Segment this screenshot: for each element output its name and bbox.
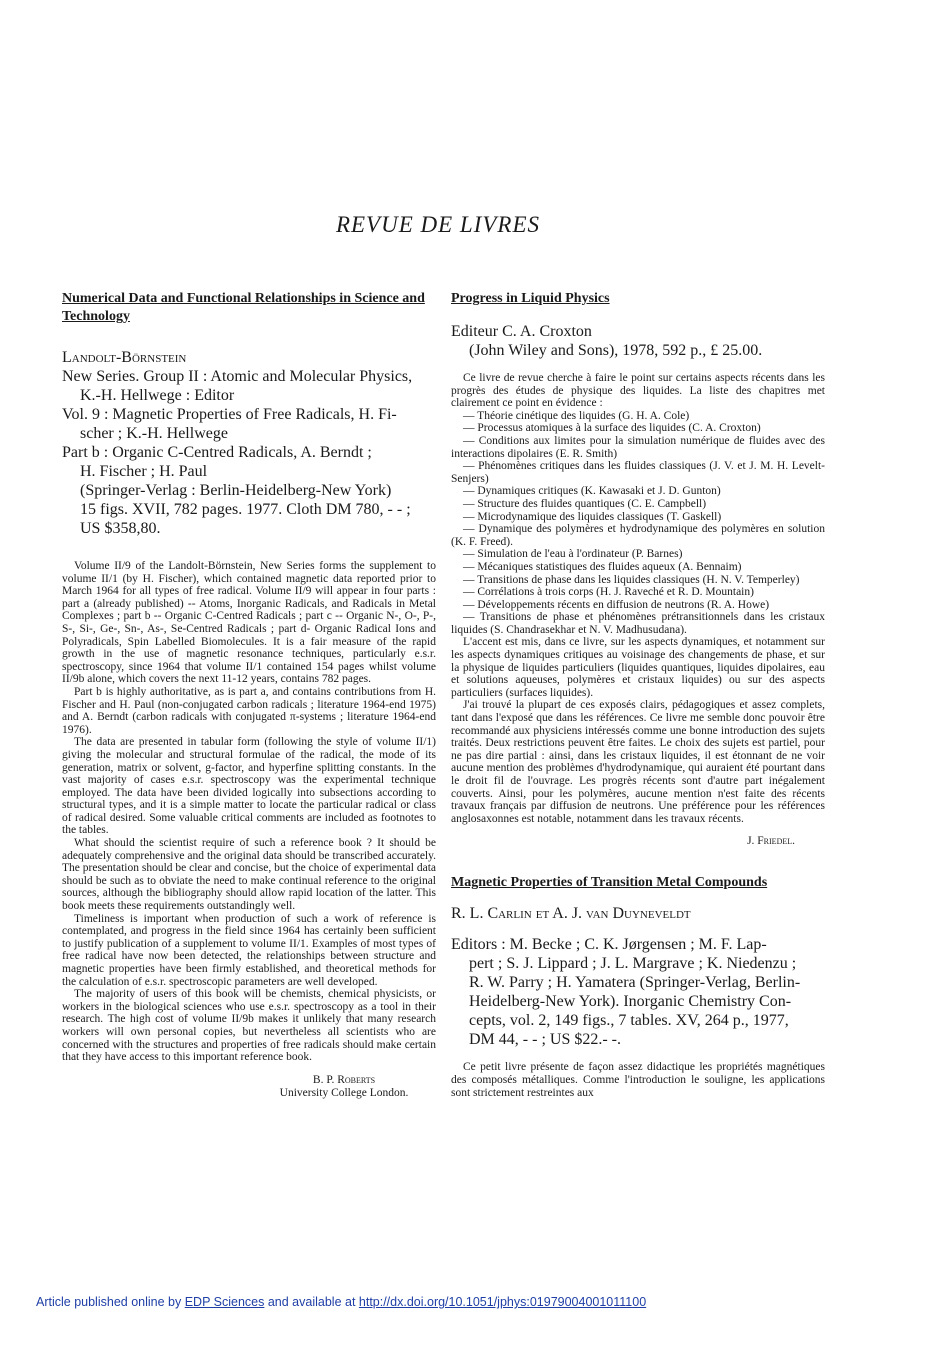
footer-middle: and available at	[264, 1295, 359, 1309]
review-paragraph: What should the scientist require of such a reference book ? It should be adequately comprehensive and the original data should be transcribed accurately. The presentation should be clear and concise, but the choice of experimental data should be such as to obviate the need to make continual reference to the original sources, although the bibliography should allow rapid location of the latter. This book meets these requirements outstandingly well.	[62, 837, 436, 913]
chapter-item: — Mécaniques statistiques des fluides aqueux (A. Bennaim)	[463, 560, 742, 573]
biblio-line: Heidelberg-New York). Inorganic Chemistry Con-	[469, 993, 792, 1011]
biblio-line: Editeur C. A. Croxton	[451, 323, 592, 340]
chapter-item: — Processus atomiques à la surface des liquides (C. A. Croxton)	[463, 422, 761, 435]
publication-footer	[36, 1295, 646, 1309]
chapter-item: — Structure des fluides quantiques (C. E. Campbell)	[463, 497, 707, 510]
chapter-item: — Simulation de l'eau à l'ordinateur (P. Barnes)	[463, 548, 683, 561]
review-paragraph: Timeliness is important when production of such a work of reference is contemplated, and progress in the field since 1964 has certainly been sufficient to justify publication of a supplement to volume II/1. Examples of most types of free radical have now been detected, the relationships between structure and magnetic properties have been firmly established, and theoretical methods for the calculation of e.s.r. spectroscopic parameters are well developed.	[62, 912, 436, 988]
review-paragraph: Part b is highly authoritative, as is part a, and contains contributions from H. Fischer and H. Paul (non-conjugated carbon radicals ; literature 1964-end 1975) and A. Berndt (carbon radicals with conjugated π-systems ; literature 1964-end 1976).	[62, 685, 436, 736]
biblio-line: K.-H. Hellwege : Editor	[80, 387, 235, 404]
biblio-line: New Series. Group II : Atomic and Molecular Physics,	[62, 368, 413, 385]
chapter-item: — Phénomènes critiques dans les fluides classiques (J. V. et J. M. H. Levelt-Senjers)	[451, 460, 825, 485]
bibliographic-entry-landolt	[62, 348, 436, 538]
review-paragraph: Volume II/9 of the Landolt-Börnstein, New Series forms the supplement to volume II/1 (by H. Fischer), which contained magnetic data reported prior to March 1964 for all types of free radical. Volume II/9 will appear in four parts : part a (already published) -- Atoms, Inorganic Radicals, and Radicals in Metal Complexes ; part b -- Organic C-Centred Radicals ; part c -- Organic N-, O-, P-, S-, Si-, Ge-, Sn-, As-, Se-Centred Radicals ; part d- Organic Radical Ions and Polyradicals, Spin Labelled Biomolecules. It is a fair measure of the rapid growth in the use of magnetic resonance techniques, particularly e.s.r. spectroscopy, since 1964 that volume II/1 contained 154 pages whilst volume II/9b alone, which covers the next 11-12 years, contains 782 pages.	[62, 560, 436, 686]
biblio-line: US $358,80.	[80, 520, 161, 537]
chapter-item: — Dynamique des polymères et hydrodynamique des polymères en solution (K. F. Freed).	[451, 523, 825, 548]
page-title: REVUE DE LIVRES	[335, 212, 541, 237]
biblio-line: 15 figs. XVII, 782 pages. 1977. Cloth DM 780, - - ;	[80, 501, 411, 518]
footer-prefix: Article published online by	[36, 1295, 185, 1309]
review-paragraph: J'ai trouvé la plupart de ces exposés clairs, pédagogiques et assez complets, tant dans l'exposé que dans les références. Ce livre me semble donc pouvoir être recommandé aux physiciens intéressés comme une bonne introduction des sujets traités. Deux restrictions peuvent être faites. Le choix des sujets est partiel, pour ne pas dire partial : ainsi, dans les cristaux liquides, il est étonnant de ne voir aucune mention des problèmes d'hydrodynamique, qui auraient été pourtant dans le droit fil de l'ouvrage. Les progrès récents sont d'autre part inégalement couverts. Ainsi, pour les polymères, aucune mention n'est faite des récents travaux français par diffusion de neutrons. Une préférence pour les références anglosaxonnes est notable, notamment dans les travaux récents.	[451, 699, 825, 825]
chapter-item: — Développements récents en diffusion de neutrons (R. A. Howe)	[463, 598, 770, 611]
biblio-line: Part b : Organic C-Centred Radicals, A. Berndt ;	[62, 444, 372, 461]
review-body-numerical-data	[62, 560, 436, 1064]
chapter-item: — Transitions de phase dans les liquides classiques (H. N. V. Temperley)	[463, 573, 800, 586]
right-column	[451, 290, 825, 1099]
chapter-item: — Conditions aux limites pour la simulation numérique de fluides avec des interactions dipolaires (E. R. Smith)	[451, 434, 825, 460]
biblio-line: Editors : M. Becke ; C. K. Jørgensen ; M. F. Lap-	[451, 936, 767, 954]
chapter-item: — Microdynamique des liquides classiques (T. Gaskell)	[463, 510, 722, 523]
biblio-line: (Springer-Verlag : Berlin-Heidelberg-New York)	[80, 482, 392, 499]
biblio-line: DM 44, - - ; US $22.- -.	[469, 1031, 621, 1049]
left-column	[62, 290, 436, 1100]
reviewer-name: J. Friedel.	[747, 835, 795, 848]
biblio-line: pert ; S. J. Lippard ; J. L. Margrave ; K. Niedenzu ;	[469, 955, 797, 973]
biblio-line: Vol. 9 : Magnetic Properties of Free Radicals, H. Fi-	[62, 406, 397, 423]
biblio-line: R. W. Parry ; H. Yamatera (Springer-Verlag, Berlin-	[469, 974, 801, 992]
publisher-link[interactable]: EDP Sciences	[184, 1295, 265, 1309]
chapter-item: — Dynamiques critiques (K. Kawasaki et J. D. Gunton)	[463, 485, 721, 498]
biblio-line: H. Fischer ; H. Paul	[80, 463, 208, 480]
review-paragraph: The majority of users of this book will be chemists, chemical physicists, or workers in the biological sciences who use e.s.r. spectroscopy as a tool in their research. The high cost of volume II/9b makes it unlikely that many research workers will own personal copies, but nevertheless all scientists who are concerned with the structures and properties of free radicals should make certain that they have access to this important reference book.	[62, 988, 436, 1064]
review-heading-liquid-physics: Progress in Liquid Physics	[451, 291, 610, 306]
biblio-line: Landolt-Börnstein	[62, 349, 187, 366]
review-paragraph: Ce livre de revue cherche à faire le point sur certains aspects récents dans les progrès des études de physique des liquides. La liste des chapitres met clairement ce point en évidence :	[451, 372, 825, 410]
review-body-liquid-physics	[451, 372, 825, 825]
review-paragraph: Ce petit livre présente de façon assez didactique les propriétés magnétiques des composés métalliques. Comme l'introduction le souligne, les applications sont strictement restreintes aux	[451, 1061, 825, 1099]
review-paragraph: L'accent est mis, dans ce livre, sur les aspects dynamiques, et notamment sur les aspects dynamiques critiques au voisinage des changements de phase, et sur la physique de liquides particuliers (liquides quantiques, liquides dipolaires, eau et solutions aqueuses, polymères et cristaux liquides) ou sur des aspects particuliers (surfaces liquides).	[451, 636, 825, 699]
bibliographic-entry-carlin	[451, 904, 825, 1049]
chapter-list	[451, 410, 825, 637]
biblio-line: (John Wiley and Sons), 1978, 592 p., £ 25.00.	[469, 342, 763, 359]
review-heading-magnetic-properties: Magnetic Properties of Transition Metal Compounds	[451, 875, 768, 891]
reviewer-affiliation: University College London.	[279, 1086, 409, 1099]
review-heading-numerical-data: Numerical Data and Functional Relationships in Science and Technology	[62, 291, 425, 324]
reviewer-name: B. P. Roberts	[312, 1073, 376, 1086]
bibliographic-entry-croxton	[451, 322, 825, 360]
doi-link[interactable]: http://dx.doi.org/10.1051/jphys:01979004001011100	[358, 1295, 647, 1309]
reviewer-signature	[451, 835, 825, 848]
chapter-item: — Corrélations à trois corps (H. J. Raveché et R. D. Mountain)	[463, 586, 754, 599]
reviewer-signature	[62, 1074, 436, 1100]
review-paragraph: The data are presented in tabular form (following the style of volume II/1) giving the molecular and structural formulae of the radical, the mode of its generation, matrix or solvent, g-factor, and hyperfine splitting constants. In the vast majority of cases e.s.r. spectroscopy was the experimental technique employed. The data have been divided logically into subsections according to structural types, and it is a simple matter to locate the particular radical or class of radical desired. Some valuable critical comments are included as footnotes to the tables.	[62, 736, 436, 837]
biblio-authors: R. L. Carlin et A. J. van Duyneveldt	[451, 905, 691, 923]
biblio-line: cepts, vol. 2, 149 figs., 7 tables. XV, 264 p., 1977,	[469, 1012, 789, 1030]
chapter-item: — Transitions de phase et phénomènes prétransitionnels dans les cristaux liquides (S. Chandrasekhar et N. V. Madhusudana).	[451, 611, 825, 636]
chapter-item: — Théorie cinétique des liquides (G. H. A. Cole)	[463, 409, 690, 422]
review-body-magnetic-properties	[451, 1061, 825, 1099]
biblio-line: scher ; K.-H. Hellwege	[80, 425, 228, 442]
